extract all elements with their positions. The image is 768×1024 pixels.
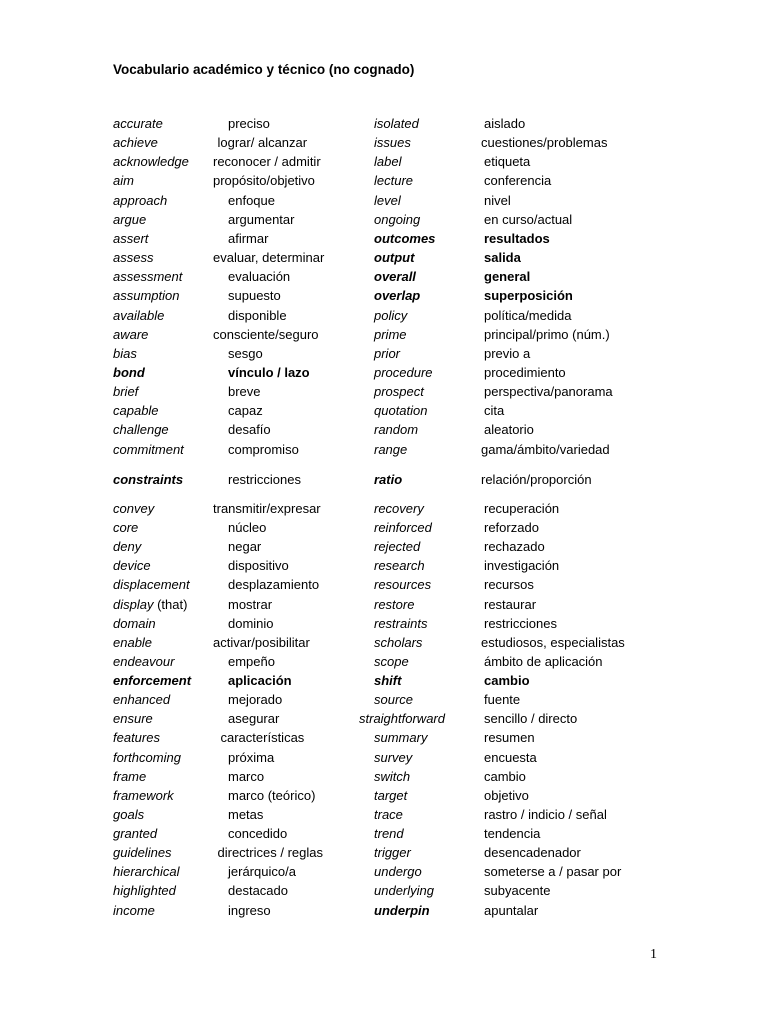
vocab-translation: enfoque <box>228 192 275 208</box>
vocab-term: enhanced <box>113 692 171 708</box>
vocab-term: source <box>374 692 414 708</box>
vocab-translation: tendencia <box>484 826 541 842</box>
vocab-term: ratio <box>374 472 403 487</box>
vocab-term: underpin <box>374 902 430 918</box>
vocab-term: trigger <box>374 845 411 861</box>
vocab-translation: lograr/ alcanzar <box>217 135 308 151</box>
vocab-term: recovery <box>374 501 424 516</box>
vocab-term: restore <box>374 596 415 612</box>
vocab-term: guidelines <box>113 845 172 861</box>
vocab-term: forthcoming <box>113 749 181 765</box>
vocab-translation: concedido <box>228 826 288 842</box>
vocab-translation: previo a <box>484 345 531 361</box>
vocab-term: endeavour <box>113 653 175 669</box>
vocab-term: assessment <box>113 269 183 285</box>
vocab-term: achieve <box>113 135 158 151</box>
vocab-term: features <box>113 730 160 746</box>
vocab-term: shift <box>374 673 402 689</box>
vocab-translation: compromiso <box>228 441 299 457</box>
vocab-translation: jerárquico/a <box>228 864 296 880</box>
vocab-translation: en curso/actual <box>484 211 573 227</box>
vocab-term: enable <box>113 634 153 650</box>
vocab-term: highlighted <box>113 883 176 899</box>
vocab-translation: destacado <box>228 883 288 899</box>
vocab-translation: ingreso <box>228 902 271 918</box>
vocab-term: trend <box>374 826 404 842</box>
vocab-translation: cita <box>484 403 505 419</box>
vocab-translation: resultados <box>484 230 550 246</box>
vocab-translation: cambio <box>484 768 526 784</box>
vocab-term: challenge <box>113 422 169 438</box>
vocab-term: assert <box>113 230 149 246</box>
vocab-term: capable <box>113 403 159 419</box>
vocab-translation: supuesto <box>228 288 281 304</box>
vocab-translation: perspectiva/panorama <box>484 384 613 400</box>
vocab-translation: reconocer / admitir <box>213 154 321 170</box>
vocab-translation: disponible <box>228 307 287 323</box>
vocab-translation: propósito/objetivo <box>213 173 315 189</box>
vocab-translation: capaz <box>228 403 263 419</box>
vocab-term: switch <box>374 768 411 784</box>
vocab-translation: empeño <box>228 653 275 669</box>
vocab-translation: negar <box>228 539 262 555</box>
vocab-term: ensure <box>113 711 153 727</box>
vocab-term: approach <box>113 192 168 208</box>
vocab-term: quotation <box>374 403 428 419</box>
vocab-translation: asegurar <box>228 711 280 727</box>
vocab-translation: recursos <box>484 577 534 593</box>
vocab-translation: aislado <box>484 116 526 131</box>
vocab-translation: marco (teórico) <box>228 787 316 803</box>
vocab-translation: transmitir/expresar <box>213 501 321 516</box>
vocab-term-note: (that) <box>153 596 188 612</box>
vocab-term: prospect <box>374 384 424 400</box>
vocab-translation: objetivo <box>484 787 529 803</box>
vocab-term: range <box>374 441 408 457</box>
vocab-term: undergo <box>374 864 422 880</box>
vocab-term: overlap <box>374 288 421 304</box>
vocab-translation: próxima <box>228 749 275 765</box>
vocab-translation: desplazamiento <box>228 577 320 593</box>
vocab-term: trace <box>374 806 403 822</box>
vocab-term: rejected <box>374 539 421 555</box>
vocab-translation: recuperación <box>484 501 560 516</box>
vocab-translation: preciso <box>228 116 270 131</box>
vocab-term: resources <box>374 577 432 593</box>
vocab-term: framework <box>113 787 174 803</box>
vocab-translation: procedimiento <box>484 364 566 380</box>
vocab-term: commitment <box>113 441 184 457</box>
vocab-translation: someterse a / pasar por <box>484 864 622 880</box>
vocab-translation: breve <box>228 384 261 400</box>
vocab-term: brief <box>113 384 139 400</box>
page-title: Vocabulario académico y técnico (no cognado) <box>113 62 415 77</box>
vocab-translation: sencillo / directo <box>484 711 578 727</box>
vocab-translation: nivel <box>484 192 511 208</box>
vocab-term: core <box>113 520 139 536</box>
vocab-term: label <box>374 154 402 170</box>
vocab-translation: dominio <box>228 615 274 631</box>
vocab-term: accurate <box>113 116 163 131</box>
vocab-term: isolated <box>374 116 419 131</box>
vocab-translation: consciente/seguro <box>213 326 319 342</box>
page-number: 1 <box>650 947 657 962</box>
vocab-term: prime <box>374 326 407 342</box>
vocab-term: scholars <box>374 634 423 650</box>
vocab-term: available <box>113 307 165 323</box>
vocab-translation: gama/ámbito/variedad <box>481 441 610 457</box>
vocab-translation: marco <box>228 768 265 784</box>
vocab-term: reinforced <box>374 520 432 536</box>
vocab-translation: aleatorio <box>484 422 534 438</box>
vocab-term: scope <box>374 653 409 669</box>
vocab-term: ongoing <box>374 211 421 227</box>
vocab-translation: activar/posibilitar <box>213 634 310 650</box>
vocab-translation: directrices / reglas <box>217 845 323 861</box>
vocab-translation: relación/proporción <box>481 472 592 487</box>
vocab-term: convey <box>113 501 155 516</box>
vocab-term: prior <box>374 345 401 361</box>
vocab-translation: mejorado <box>228 692 283 708</box>
vocab-term: domain <box>113 615 156 631</box>
vocab-term: aware <box>113 326 149 342</box>
vocab-term: straightforward <box>359 711 445 727</box>
vocab-term: overall <box>374 269 416 285</box>
vocab-translation: estudiosos, especialistas <box>481 634 625 650</box>
vocab-translation: apuntalar <box>484 902 539 918</box>
vocab-translation: metas <box>228 806 264 822</box>
vocab-translation: resumen <box>484 730 535 746</box>
vocab-term: restraints <box>374 615 428 631</box>
vocab-translation: núcleo <box>228 520 267 536</box>
vocab-term: aim <box>113 173 134 189</box>
vocab-translation: desafío <box>228 422 271 438</box>
vocab-translation: afirmar <box>228 230 269 246</box>
vocab-translation: aplicación <box>228 673 292 689</box>
vocab-term: lecture <box>374 173 414 189</box>
vocab-translation: general <box>484 269 531 285</box>
vocab-translation: vínculo / lazo <box>228 364 310 380</box>
vocab-translation: cuestiones/problemas <box>481 135 608 151</box>
vocab-term: frame <box>113 768 147 784</box>
vocab-term: enforcement <box>113 673 192 689</box>
vocab-term: outcomes <box>374 230 436 246</box>
vocab-term: assess <box>113 250 154 266</box>
vocab-translation: reforzado <box>484 520 539 536</box>
vocab-translation: ámbito de aplicación <box>484 653 603 669</box>
vocab-term: policy <box>374 307 408 323</box>
vocab-term: research <box>374 558 425 574</box>
vocab-translation: mostrar <box>228 596 273 612</box>
vocab-translation: restricciones <box>484 615 557 631</box>
vocab-term: target <box>374 787 408 803</box>
vocab-term: device <box>113 558 151 574</box>
vocab-translation: política/medida <box>484 307 572 323</box>
vocab-translation: superposición <box>484 288 573 304</box>
vocab-translation: argumentar <box>228 211 295 227</box>
vocab-term: income <box>113 902 155 918</box>
vocab-translation: rechazado <box>484 539 545 555</box>
vocab-translation: principal/primo (núm.) <box>484 326 610 342</box>
vocab-translation: rastro / indicio / señal <box>484 806 607 822</box>
vocab-term: bias <box>113 345 137 361</box>
vocab-term: issues <box>374 135 411 151</box>
vocab-translation: características <box>220 730 305 746</box>
vocab-term: argue <box>113 211 147 227</box>
vocab-translation: restaurar <box>484 596 537 612</box>
vocab-term: bond <box>113 364 145 380</box>
vocab-translation: desencadenador <box>484 845 581 861</box>
vocab-translation: evaluación <box>228 269 291 285</box>
vocab-term: goals <box>113 806 145 822</box>
vocab-term: output <box>374 250 415 266</box>
vocab-term: underlying <box>374 883 434 899</box>
vocab-term: random <box>374 422 419 438</box>
vocab-term: display (that) <box>113 596 188 612</box>
vocab-term: granted <box>113 826 158 842</box>
vocab-term: procedure <box>374 364 433 380</box>
vocab-term: survey <box>374 749 413 765</box>
vocab-term: displacement <box>113 577 190 593</box>
vocab-term: acknowledge <box>113 154 189 170</box>
vocab-term: assumption <box>113 288 180 304</box>
vocab-term: level <box>374 192 401 208</box>
vocab-translation: fuente <box>484 692 521 708</box>
vocab-translation: cambio <box>484 673 530 689</box>
vocab-term: hierarchical <box>113 864 180 880</box>
vocab-translation: evaluar, determinar <box>213 250 325 266</box>
vocab-translation: etiqueta <box>484 154 531 170</box>
vocab-translation: sesgo <box>228 345 263 361</box>
vocab-term: summary <box>374 730 428 746</box>
vocab-translation: subyacente <box>484 883 551 899</box>
vocab-term: constraints <box>113 472 184 487</box>
vocab-translation: investigación <box>484 558 560 574</box>
vocab-term: deny <box>113 539 142 555</box>
vocab-translation: salida <box>484 250 521 266</box>
vocab-translation: conferencia <box>484 173 552 189</box>
vocab-translation: restricciones <box>228 472 301 487</box>
vocab-translation: dispositivo <box>228 558 289 574</box>
vocab-translation: encuesta <box>484 749 537 765</box>
